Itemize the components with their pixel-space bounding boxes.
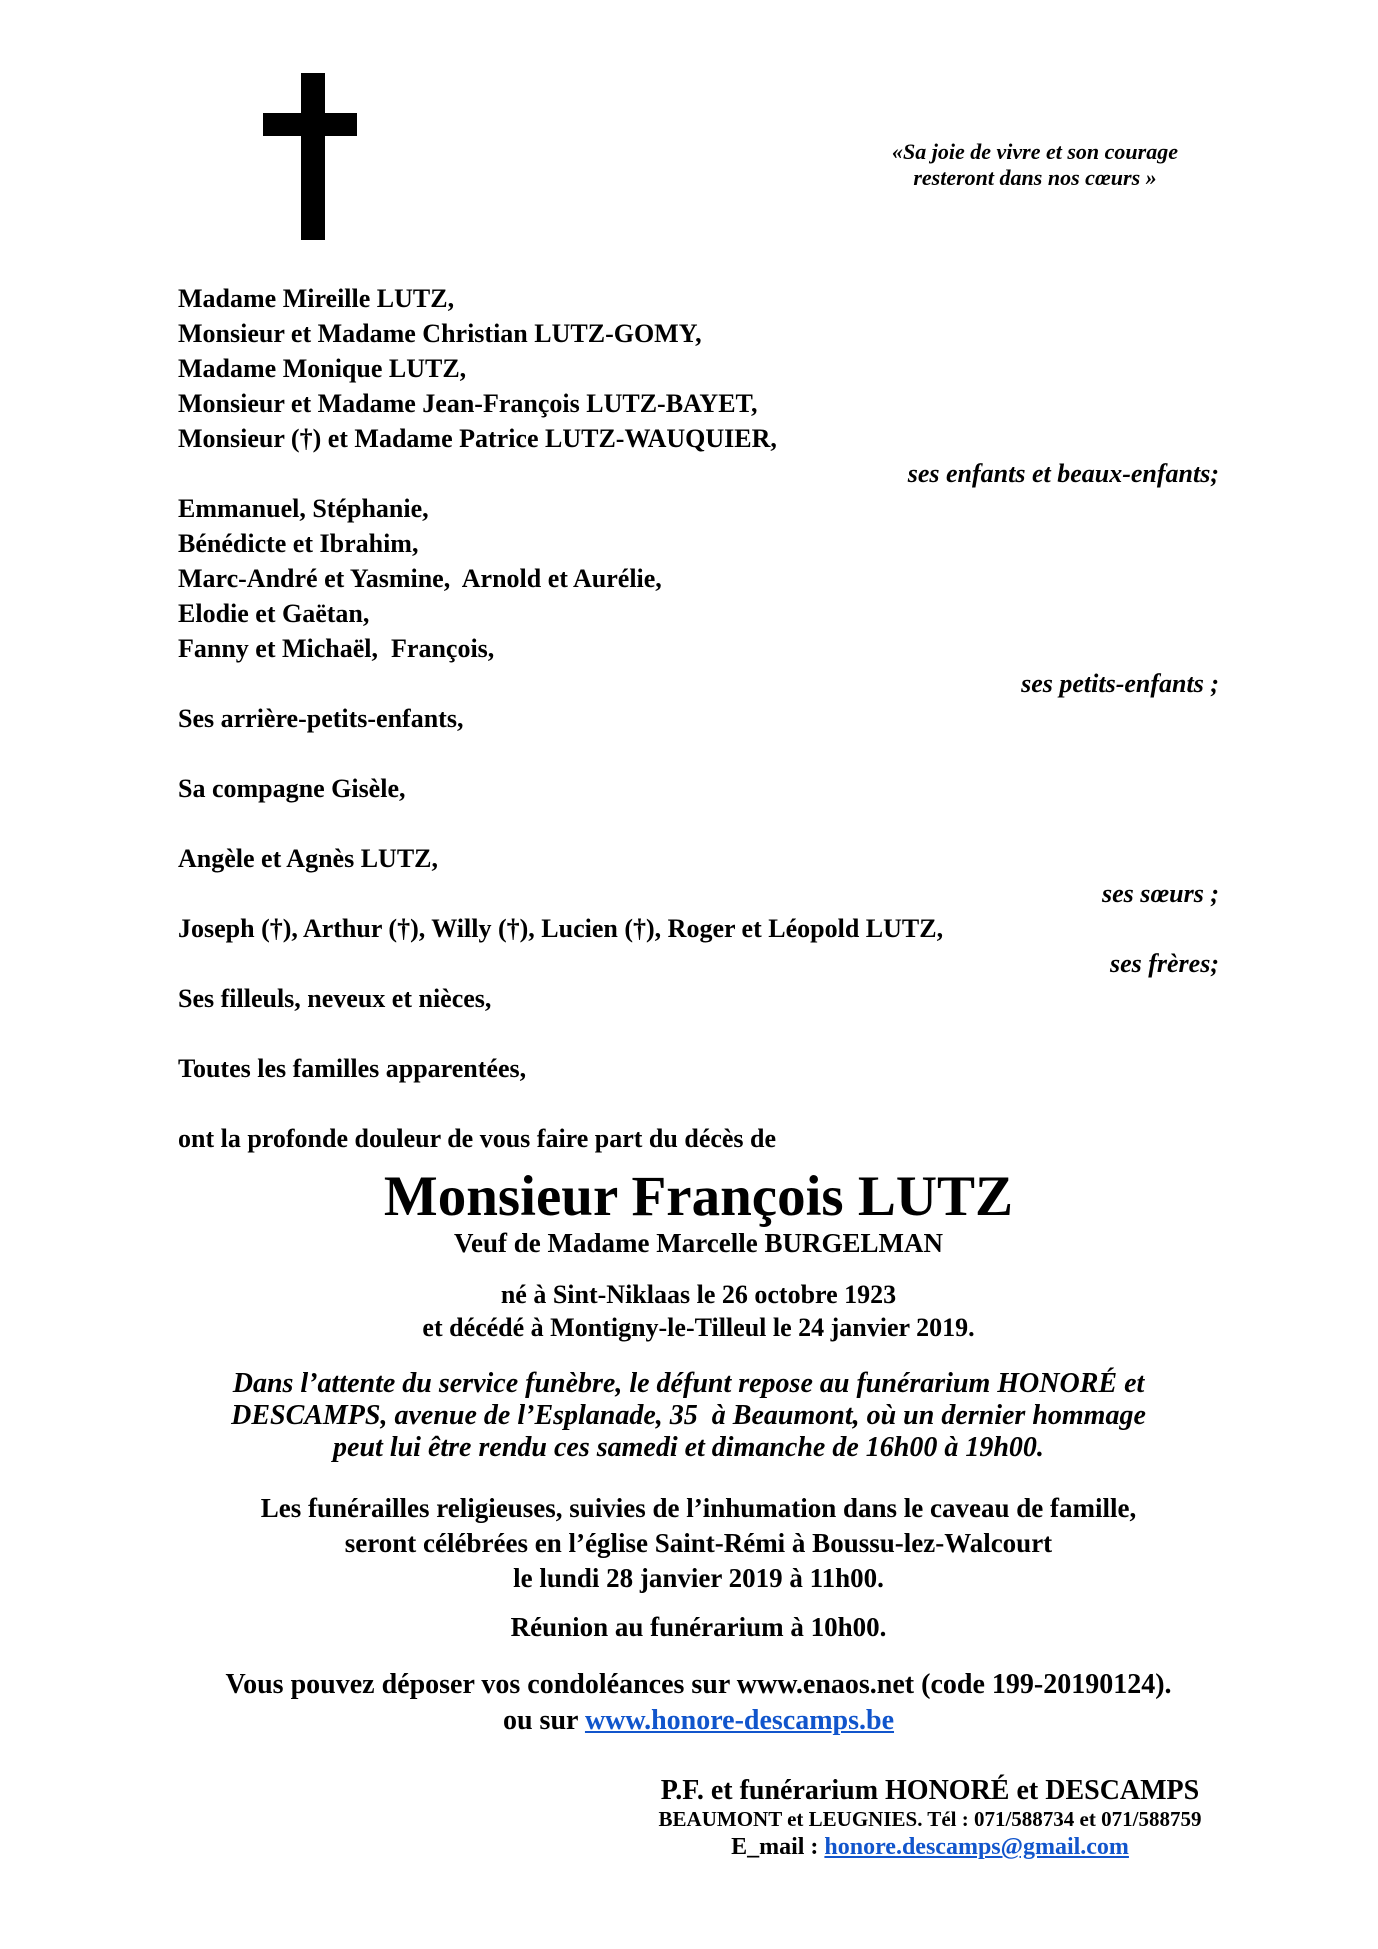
viewing-line-2: DESCAMPS, avenue de l’Esplanade, 35 à Beaumont, où un dernier hommage (231, 1400, 1146, 1431)
family-line: Elodie et Gaëtan, (178, 599, 370, 628)
family-line: Monsieur et Madame Christian LUTZ-GOMY, (178, 319, 702, 348)
meeting-line: Réunion au funérarium à 10h00. (510, 1612, 887, 1642)
family-line (178, 1086, 1219, 1121)
family-line: ses sœurs ; (1101, 879, 1219, 908)
email-link[interactable]: honore.descamps@gmail.com (824, 1834, 1129, 1860)
viewing-line-1: Dans l’attente du service funèbre, le défunt repose au funérarium HONORÉ et (232, 1368, 1145, 1399)
family-line: Ses arrière-petits-enfants, (178, 704, 464, 733)
deceased-subtitle: Veuf de Madame Marcelle BURGELMAN (454, 1228, 943, 1258)
condolences-link-line (178, 1703, 1219, 1739)
funeral-line-1: Les funérailles religieuses, suivies de l’inhumation dans le caveau de famille, (260, 1493, 1137, 1523)
family-line: ses enfants et beaux-enfants; (907, 459, 1219, 488)
family-line: ont la profonde douleur de vous faire part du décès de (178, 1124, 777, 1153)
death-line: et décédé à Montigny-le-Tilleul le 24 janvier 2019. (422, 1313, 975, 1342)
family-list (178, 281, 1219, 1156)
family-line: Monsieur et Madame Jean-François LUTZ-BAYET, (178, 389, 758, 418)
funeral-home-name: P.F. et funérarium HONORÉ et DESCAMPS (660, 1775, 1200, 1806)
viewing-paragraph (168, 1368, 1209, 1464)
family-line: Sa compagne Gisèle, (178, 774, 406, 803)
birth-line: né à Sint-Niklaas le 26 octobre 1923 (500, 1280, 897, 1309)
email-label: E_mail : (731, 1834, 825, 1860)
funeral-home-contact: BEAUMONT et LEUGNIES. Tél : 071/588734 et 071/588759 (658, 1807, 1202, 1831)
family-line: Toutes les familles apparentées, (178, 1054, 527, 1083)
family-line: ses petits-enfants ; (1021, 669, 1219, 698)
funeral-line-3: le lundi 28 janvier 2019 à 11h00. (513, 1563, 884, 1593)
family-line: Emmanuel, Stéphanie, (178, 494, 429, 523)
family-line: Angèle et Agnès LUTZ, (178, 844, 438, 873)
cross-vertical-bar (301, 73, 325, 240)
deceased-name: Monsieur François LUTZ (383, 1165, 1014, 1228)
latin-cross-icon (263, 73, 357, 240)
family-line: Marc-André et Yasmine, Arnold et Aurélie, (178, 564, 662, 593)
family-line: Ses filleuls, neveux et nièces, (178, 984, 492, 1013)
family-line: Joseph (†), Arthur (†), Willy (†), Lucien (†), Roger et Léopold LUTZ, (178, 914, 944, 943)
cross-horizontal-bar (263, 113, 357, 136)
funeral-line-2: seront célébrées en l’église Saint-Rémi à Boussu-lez-Walcourt (344, 1528, 1053, 1558)
family-line: Monsieur (†) et Madame Patrice LUTZ-WAUQUIER, (178, 424, 777, 453)
condolences-link-prefix: ou sur (502, 1705, 585, 1736)
family-line (178, 806, 1219, 841)
condolences-block (178, 1667, 1219, 1739)
birth-death-block (178, 1278, 1219, 1344)
viewing-line-3: peut lui être rendu ces samedi et dimanche de 16h00 à 19h00. (333, 1432, 1044, 1463)
quote-line-2: resteront dans nos cœurs » (913, 165, 1157, 190)
honore-descamps-website-link[interactable]: www.honore-descamps.be (584, 1705, 895, 1736)
family-line: Fanny et Michaël, François, (178, 634, 495, 663)
family-line: ses frères; (1109, 949, 1219, 978)
quote-line-1: «Sa joie de vivre et son courage (892, 139, 1178, 164)
family-line (178, 1016, 1219, 1051)
family-line: Madame Mireille LUTZ, (178, 284, 455, 313)
memorial-quote (870, 139, 1200, 191)
condolences-line: Vous pouvez déposer vos condoléances sur www.enaos.net (code 199-20190124). (225, 1669, 1172, 1700)
family-line: Bénédicte et Ibrahim, (178, 529, 419, 558)
funeral-paragraph (178, 1491, 1219, 1596)
funeral-home-footer (560, 1776, 1300, 1862)
family-line: Madame Monique LUTZ, (178, 354, 467, 383)
family-line (178, 736, 1219, 771)
funeral-home-email-line (560, 1833, 1300, 1862)
